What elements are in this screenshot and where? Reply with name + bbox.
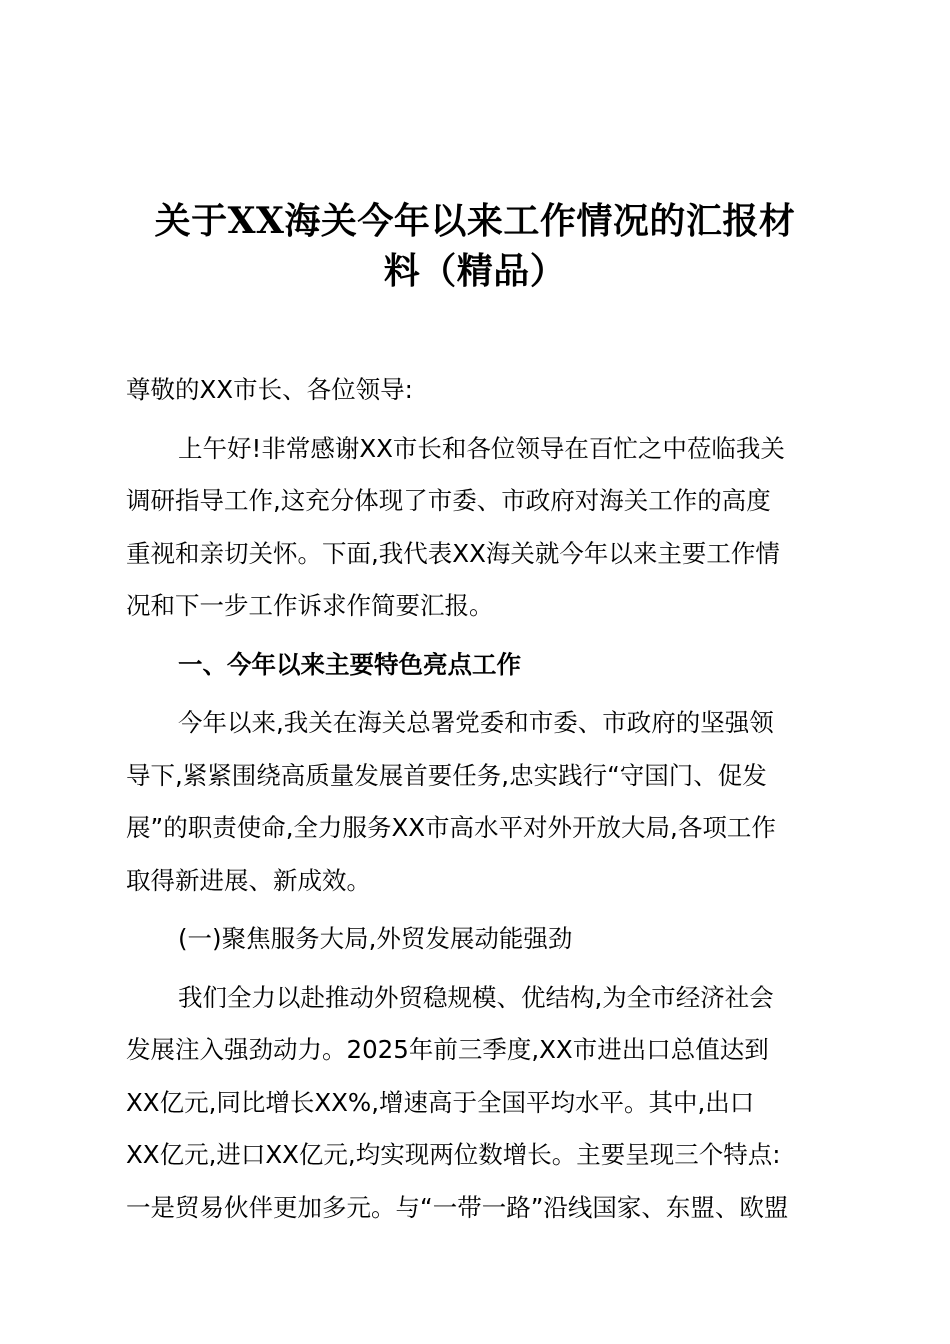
paragraph-line: 发展注入强劲动力。2025年前三季度,XX市进出口总值达到 bbox=[126, 1035, 769, 1064]
section-heading-1: 一、今年以来主要特色亮点工作 bbox=[178, 649, 521, 679]
paragraph-line: XX亿元,同比增长XX%,增速高于全国平均水平。其中,出口 bbox=[126, 1087, 755, 1117]
paragraph-line: 重视和亲切关怀。下面,我代表XX海关就今年以来主要工作情 bbox=[126, 538, 780, 568]
paragraph-line: XX亿元,进口XX亿元,均实现两位数增长。主要呈现三个特点: bbox=[126, 1140, 781, 1169]
subsection-heading-1: (一)聚焦服务大局,外贸发展动能强劲 bbox=[178, 924, 573, 953]
paragraph-line: 一是贸易伙伴更加多元。与“一带一路”沿线国家、东盟、欧盟 bbox=[126, 1192, 789, 1222]
paragraph-line: 我们全力以赴推动外贸稳规模、优结构,为全市经济社会 bbox=[178, 982, 774, 1012]
title-line-2: 料（精品） bbox=[383, 250, 567, 292]
paragraph-line: 今年以来,我关在海关总署党委和市委、市政府的坚强领 bbox=[178, 708, 774, 737]
document-body bbox=[126, 364, 826, 1234]
paragraph-line: 取得新进展、新成效。 bbox=[126, 865, 371, 895]
paragraph-line: 调研指导工作,这充分体现了市委、市政府对海关工作的高度 bbox=[126, 486, 771, 515]
paragraph-line: 展”的职责使命,全力服务XX市高水平对外开放大局,各项工作 bbox=[126, 813, 776, 842]
salutation: 尊敬的XX市长、各位领导: bbox=[126, 375, 413, 404]
document-title bbox=[100, 196, 850, 296]
paragraph-line: 导下,紧紧围绕高质量发展首要任务,忠实践行“守国门、促发 bbox=[126, 760, 767, 790]
paragraph-overview bbox=[126, 697, 826, 907]
paragraph-line: 况和下一步工作诉求作简要汇报。 bbox=[126, 591, 494, 620]
paragraph-line: 上午好!非常感谢XX市长和各位领导在百忙之中莅临我关 bbox=[178, 433, 785, 463]
paragraph-trade bbox=[126, 972, 826, 1235]
paragraph-greeting bbox=[126, 423, 826, 633]
title-line-1: 关于XX海关今年以来工作情况的汇报材 bbox=[154, 200, 796, 242]
